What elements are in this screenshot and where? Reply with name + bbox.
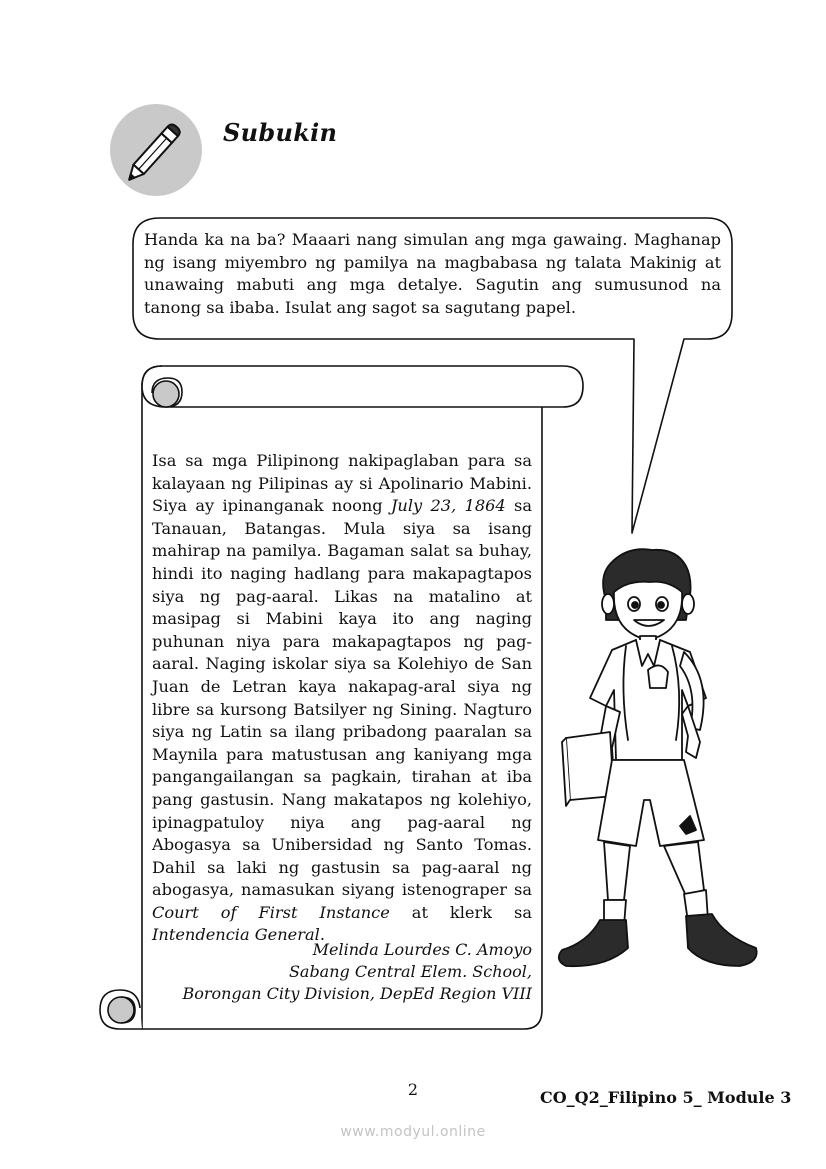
- author-division: Borongan City Division, DepEd Region VIII: [182, 984, 532, 1003]
- author-school: Sabang Central Elem. School,: [288, 962, 532, 981]
- office-name: Intendencia General: [152, 925, 320, 945]
- page-number: 2: [407, 1080, 419, 1099]
- passage-paragraph: [152, 450, 532, 947]
- pencil-icon: [110, 104, 202, 196]
- court-name: Court of First Instance: [152, 902, 390, 922]
- author-name: Melinda Lourdes C. Amoyo: [312, 940, 532, 959]
- module-code: CO_Q2_Filipino 5_ Module 3: [540, 1088, 792, 1107]
- passage-text: Isa sa mga Pilipinong nakipaglaban para sa kalayaan ng Pilipinas ay si Apolinario Mabini. Siya ay ipinanganak noong: [152, 451, 532, 516]
- passage-text: sa Tanauan, Batangas. Mula siya sa isang mahirap na pamilya. Bagaman salat sa buhay, hindi ito naging hadlang para makapagtapos siya ng pag-aaral. Likas na matalino at masipag si Mabini kaya ito ang naging puhunan niya para makapagtapos ng pag-aaral. Naging iskolar siya sa Kolehiyo de San Juan de Letran kaya nakapag-aral siya ng libre sa kursong Batsilyer ng Sining. Nagturo siya ng Latin sa ilang pribadong paaralan sa Maynila para matustusan ang kaniyang mga pangangailangan sa pagkain, tirahan at iba pang gastusin. Nang makatapos ng kolehiyo, ipinagpatuloy niya ang pag-aaral ng Abogasya sa Unibersidad ng Santo Tomas. Dahil sa laki ng gastusin sa pag-aaral ng abogasya, namasukan siyang istenograper sa: [152, 496, 533, 900]
- reading-passage: [152, 450, 532, 947]
- birth-date: July 23, 1864: [390, 496, 506, 516]
- passage-text: at klerk sa: [389, 902, 532, 922]
- watermark: www.modyul.online: [340, 1124, 486, 1140]
- student-illustration: [559, 549, 757, 966]
- attribution: [152, 939, 532, 1005]
- section-title: Subukin: [223, 118, 338, 147]
- passage-text: .: [319, 925, 325, 945]
- instructions-text: Handa ka na ba? Maaari nang simulan ang mga gawaing. Maghanap ng isang miyembro ng pamilya na magbabasa ng talata Makinig at unawaing mabuti ang mga detalye. Sagutin ang sumusunod na tanong sa ibaba. Isulat ang sagot sa sagutang papel.: [144, 230, 721, 317]
